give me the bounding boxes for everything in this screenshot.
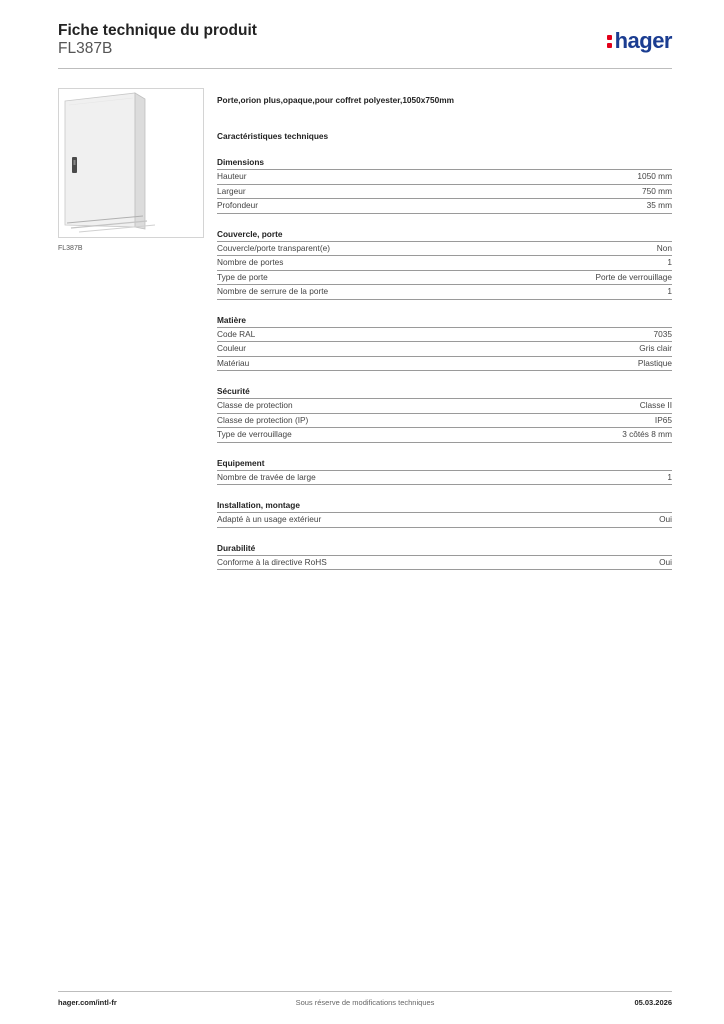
footer-website-link[interactable]: hager.com/intl-fr bbox=[58, 998, 117, 1007]
spec-row bbox=[217, 556, 672, 571]
spec-label: Couvercle/porte transparent(e) bbox=[217, 242, 330, 253]
spec-value: 750 mm bbox=[642, 185, 672, 196]
spec-group bbox=[217, 156, 672, 214]
spec-label: Hauteur bbox=[217, 171, 247, 181]
spec-label: Code RAL bbox=[217, 328, 256, 339]
spec-value: Plastique bbox=[637, 357, 672, 368]
spec-group-title: Installation, montage bbox=[217, 499, 672, 513]
spec-label: Classe de protection (IP) bbox=[217, 414, 309, 425]
spec-value: 3 côtés 8 mm bbox=[622, 429, 672, 439]
spec-row bbox=[217, 471, 672, 486]
spec-group-title: Couvercle, porte bbox=[217, 228, 672, 242]
spec-value: Non bbox=[656, 242, 672, 253]
spec-groups bbox=[217, 156, 672, 570]
footer-disclaimer: Sous réserve de modifications techniques bbox=[295, 998, 435, 1007]
spec-row bbox=[217, 242, 672, 257]
spec-group bbox=[217, 385, 672, 443]
spec-row bbox=[217, 271, 672, 286]
spec-label: Couleur bbox=[217, 343, 247, 353]
page-footer bbox=[58, 998, 672, 1010]
spec-value: 35 mm bbox=[646, 200, 672, 210]
page-title: Fiche technique du produit bbox=[58, 22, 257, 39]
spec-label: Adapté à un usage extérieur bbox=[217, 514, 322, 524]
spec-group bbox=[217, 542, 672, 571]
spec-row bbox=[217, 199, 672, 214]
spec-group-title: Matière bbox=[217, 314, 672, 328]
spec-row bbox=[217, 185, 672, 200]
spec-value: Porte de verrouillage bbox=[595, 271, 672, 282]
spec-label: Type de verrouillage bbox=[217, 429, 292, 439]
spec-value: Oui bbox=[659, 556, 672, 567]
spec-value: 1050 mm bbox=[637, 171, 672, 181]
spec-value: 7035 bbox=[653, 328, 672, 339]
spec-row bbox=[217, 513, 672, 528]
spec-row bbox=[217, 357, 672, 372]
product-reference: FL387B bbox=[58, 40, 113, 57]
product-description: Porte,orion plus,opaque,pour coffret polyester,1050x750mm bbox=[217, 95, 454, 105]
spec-label: Classe de protection bbox=[217, 400, 293, 410]
footer-divider bbox=[58, 991, 672, 992]
spec-group-title: Dimensions bbox=[217, 156, 672, 170]
hager-logo bbox=[606, 28, 672, 54]
spec-value: IP65 bbox=[654, 414, 672, 425]
spec-row bbox=[217, 428, 672, 443]
spec-group bbox=[217, 457, 672, 486]
footer-date: 05.03.2026 bbox=[634, 998, 672, 1007]
product-image-caption: FL387B bbox=[58, 245, 83, 252]
spec-value: Oui bbox=[659, 514, 672, 524]
spec-label: Type de porte bbox=[217, 271, 268, 282]
spec-group bbox=[217, 314, 672, 372]
spec-row bbox=[217, 414, 672, 429]
product-image bbox=[58, 88, 204, 238]
spec-row bbox=[217, 328, 672, 343]
spec-row bbox=[217, 170, 672, 185]
logo-wordmark: hager bbox=[614, 28, 672, 53]
spec-value: Classe II bbox=[639, 400, 672, 410]
spec-label: Nombre de travée de large bbox=[217, 471, 316, 482]
spec-group-title: Durabilité bbox=[217, 542, 672, 556]
spec-group-title: Sécurité bbox=[217, 385, 672, 399]
spec-label: Nombre de portes bbox=[217, 257, 284, 267]
spec-content bbox=[217, 94, 672, 570]
door-panel-icon bbox=[59, 89, 203, 237]
spec-label: Nombre de serrure de la porte bbox=[217, 286, 329, 296]
logo-mark-icon bbox=[606, 32, 614, 50]
spec-label: Conforme à la directive RoHS bbox=[217, 556, 327, 567]
spec-group bbox=[217, 228, 672, 300]
spec-row bbox=[217, 399, 672, 414]
spec-row bbox=[217, 285, 672, 300]
spec-label: Largeur bbox=[217, 185, 246, 196]
spec-row bbox=[217, 342, 672, 357]
spec-value: 1 bbox=[667, 286, 672, 296]
spec-row bbox=[217, 256, 672, 271]
spec-group bbox=[217, 499, 672, 528]
spec-group-title: Equipement bbox=[217, 457, 672, 471]
spec-value: 1 bbox=[667, 471, 672, 482]
header-divider bbox=[58, 68, 672, 69]
spec-value: Gris clair bbox=[639, 343, 672, 353]
section-heading: Caractéristiques techniques bbox=[217, 131, 329, 141]
spec-value: 1 bbox=[667, 257, 672, 267]
page-header bbox=[58, 22, 672, 70]
spec-label: Matériau bbox=[217, 357, 250, 368]
spec-label: Profondeur bbox=[217, 200, 259, 210]
